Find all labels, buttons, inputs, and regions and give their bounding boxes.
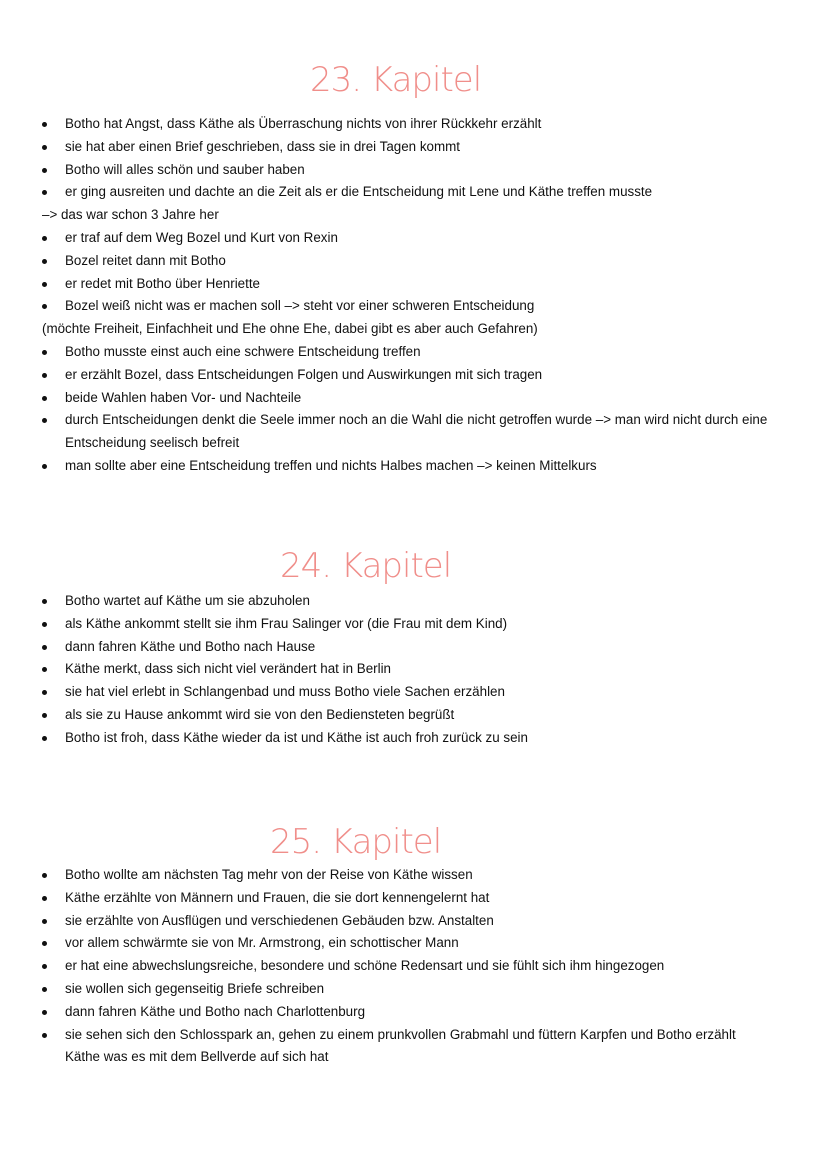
line-text: Botho will alles schön und sauber haben <box>65 161 305 177</box>
line-text: Botho ist froh, dass Käthe wieder da ist und Käthe ist auch froh zurück zu sein <box>65 729 528 745</box>
chapter-title: 25. Kapitel <box>270 822 442 862</box>
bullet-item <box>0 887 828 910</box>
line-text: sie sehen sich den Schlosspark an, gehen zu einem prunkvollen Grabmahl und füttern Karpfen und Botho erzählt <box>65 1026 736 1042</box>
bullet-item <box>0 704 828 727</box>
bullet-item <box>0 273 828 296</box>
bullet-dot-icon <box>42 645 47 650</box>
bullet-dot-icon <box>42 690 47 695</box>
line-text: man sollte aber eine Entscheidung treffen und nichts Halbes machen –> keinen Mittelkurs <box>65 457 597 473</box>
bullet-dot-icon <box>42 896 47 901</box>
bullet-item <box>0 181 828 204</box>
line-text: Bozel weiß nicht was er machen soll –> steht vor einer schweren Entscheidung <box>65 298 535 314</box>
chapter-title: 23. Kapitel <box>310 60 482 100</box>
bullet-dot-icon <box>42 464 47 469</box>
bullet-dot-icon <box>42 622 47 627</box>
bullet-dot-icon <box>42 736 47 741</box>
text-line <box>0 204 828 227</box>
text-line <box>0 318 828 341</box>
bullet-item <box>0 681 828 704</box>
bullet-item <box>0 955 828 978</box>
line-text: Botho wartet auf Käthe um sie abzuholen <box>65 593 310 608</box>
bullet-dot-icon <box>42 667 47 672</box>
bullet-dot-icon <box>42 145 47 150</box>
bullet-item <box>0 1001 828 1024</box>
bullet-dot-icon <box>42 259 47 264</box>
line-text: sie hat aber einen Brief geschrieben, dass sie in drei Tagen kommt <box>65 138 460 154</box>
bullet-item <box>0 341 828 364</box>
line-text: vor allem schwärmte sie von Mr. Armstrong, ein schottischer Mann <box>65 935 459 951</box>
line-text: sie hat viel erlebt in Schlangenbad und muss Botho viele Sachen erzählen <box>65 684 505 700</box>
bullet-item <box>0 932 828 955</box>
bullet-dot-icon <box>42 304 47 309</box>
bullet-dot-icon <box>42 964 47 969</box>
line-text: beide Wahlen haben Vor- und Nachteile <box>65 389 302 405</box>
chapter-lines <box>0 113 828 478</box>
bullet-item <box>0 613 828 636</box>
text-line <box>0 432 828 455</box>
bullet-dot-icon <box>42 282 47 287</box>
bullet-item <box>0 295 828 318</box>
line-text: Botho wollte am nächsten Tag mehr von der Reise von Käthe wissen <box>65 867 473 882</box>
chapter-lines <box>0 864 828 1069</box>
line-text: Käthe merkt, dass sich nicht viel verändert hat in Berlin <box>65 661 391 677</box>
bullet-item <box>0 159 828 182</box>
line-text: als Käthe ankommt stellt sie ihm Frau Salinger vor (die Frau mit dem Kind) <box>65 615 508 631</box>
bullet-dot-icon <box>42 168 47 173</box>
line-text: durch Entscheidungen denkt die Seele immer noch an die Wahl die nicht getroffen wurde –> man wird nicht durch eine <box>65 412 768 428</box>
line-text: sie erzählte von Ausflügen und verschiedenen Gebäuden bzw. Anstalten <box>65 912 494 928</box>
bullet-dot-icon <box>42 1010 47 1015</box>
line-text: er redet mit Botho über Henriette <box>65 275 261 291</box>
bullet-dot-icon <box>42 373 47 378</box>
line-text: er erzählt Bozel, dass Entscheidungen Folgen und Auswirkungen mit sich tragen <box>65 366 543 382</box>
bullet-dot-icon <box>42 236 47 241</box>
line-text: er hat eine abwechslungsreiche, besondere und schöne Redensart und sie fühlt sich ihm hingezogen <box>65 958 665 974</box>
bullet-dot-icon <box>42 599 47 604</box>
bullet-dot-icon <box>42 122 47 127</box>
bullet-item <box>0 864 828 887</box>
bullet-item <box>0 658 828 681</box>
line-text: –> das war schon 3 Jahre her <box>42 207 219 223</box>
line-text: Botho hat Angst, dass Käthe als Überraschung nichts von ihrer Rückkehr erzählt <box>65 116 542 131</box>
line-text: Bozel reitet dann mit Botho <box>65 252 226 268</box>
bullet-item <box>0 364 828 387</box>
bullet-dot-icon <box>42 418 47 423</box>
line-text: Käthe erzählte von Männern und Frauen, die sie dort kennengelernt hat <box>65 889 490 905</box>
line-text: dann fahren Käthe und Botho nach Hause <box>65 638 316 654</box>
bullet-dot-icon <box>42 987 47 992</box>
bullet-dot-icon <box>42 941 47 946</box>
bullet-item <box>0 636 828 659</box>
bullet-item <box>0 590 828 613</box>
line-text: er ging ausreiten und dachte an die Zeit als er die Entscheidung mit Lene und Käthe treffen musste <box>65 184 653 200</box>
line-text: sie wollen sich gegenseitig Briefe schreiben <box>65 980 325 996</box>
bullet-item <box>0 136 828 159</box>
bullet-item <box>0 455 828 478</box>
line-text: dann fahren Käthe und Botho nach Charlottenburg <box>65 1003 366 1019</box>
bullet-item <box>0 113 828 136</box>
bullet-dot-icon <box>42 873 47 878</box>
line-text: als sie zu Hause ankommt wird sie von den Bediensteten begrüßt <box>65 706 455 722</box>
bullet-dot-icon <box>42 190 47 195</box>
bullet-item <box>0 727 828 750</box>
bullet-item <box>0 387 828 410</box>
line-text: Käthe was es mit dem Bellverde auf sich hat <box>65 1049 329 1065</box>
line-text: er traf auf dem Weg Bozel und Kurt von Rexin <box>65 229 338 245</box>
chapter-title: 24. Kapitel <box>280 546 452 586</box>
line-text: Entscheidung seelisch befreit <box>65 435 240 451</box>
bullet-item <box>0 978 828 1001</box>
bullet-item <box>0 910 828 933</box>
line-text: Botho musste einst auch eine schwere Entscheidung treffen <box>65 343 421 359</box>
bullet-dot-icon <box>42 1033 47 1038</box>
bullet-dot-icon <box>42 350 47 355</box>
line-text: (möchte Freiheit, Einfachheit und Ehe ohne Ehe, dabei gibt es aber auch Gefahren) <box>42 321 538 337</box>
bullet-item <box>0 227 828 250</box>
bullet-dot-icon <box>42 713 47 718</box>
bullet-dot-icon <box>42 396 47 401</box>
bullet-dot-icon <box>42 919 47 924</box>
bullet-item <box>0 1024 828 1047</box>
bullet-item <box>0 409 828 432</box>
chapter-lines <box>0 590 828 750</box>
text-line <box>0 1046 828 1069</box>
bullet-item <box>0 250 828 273</box>
